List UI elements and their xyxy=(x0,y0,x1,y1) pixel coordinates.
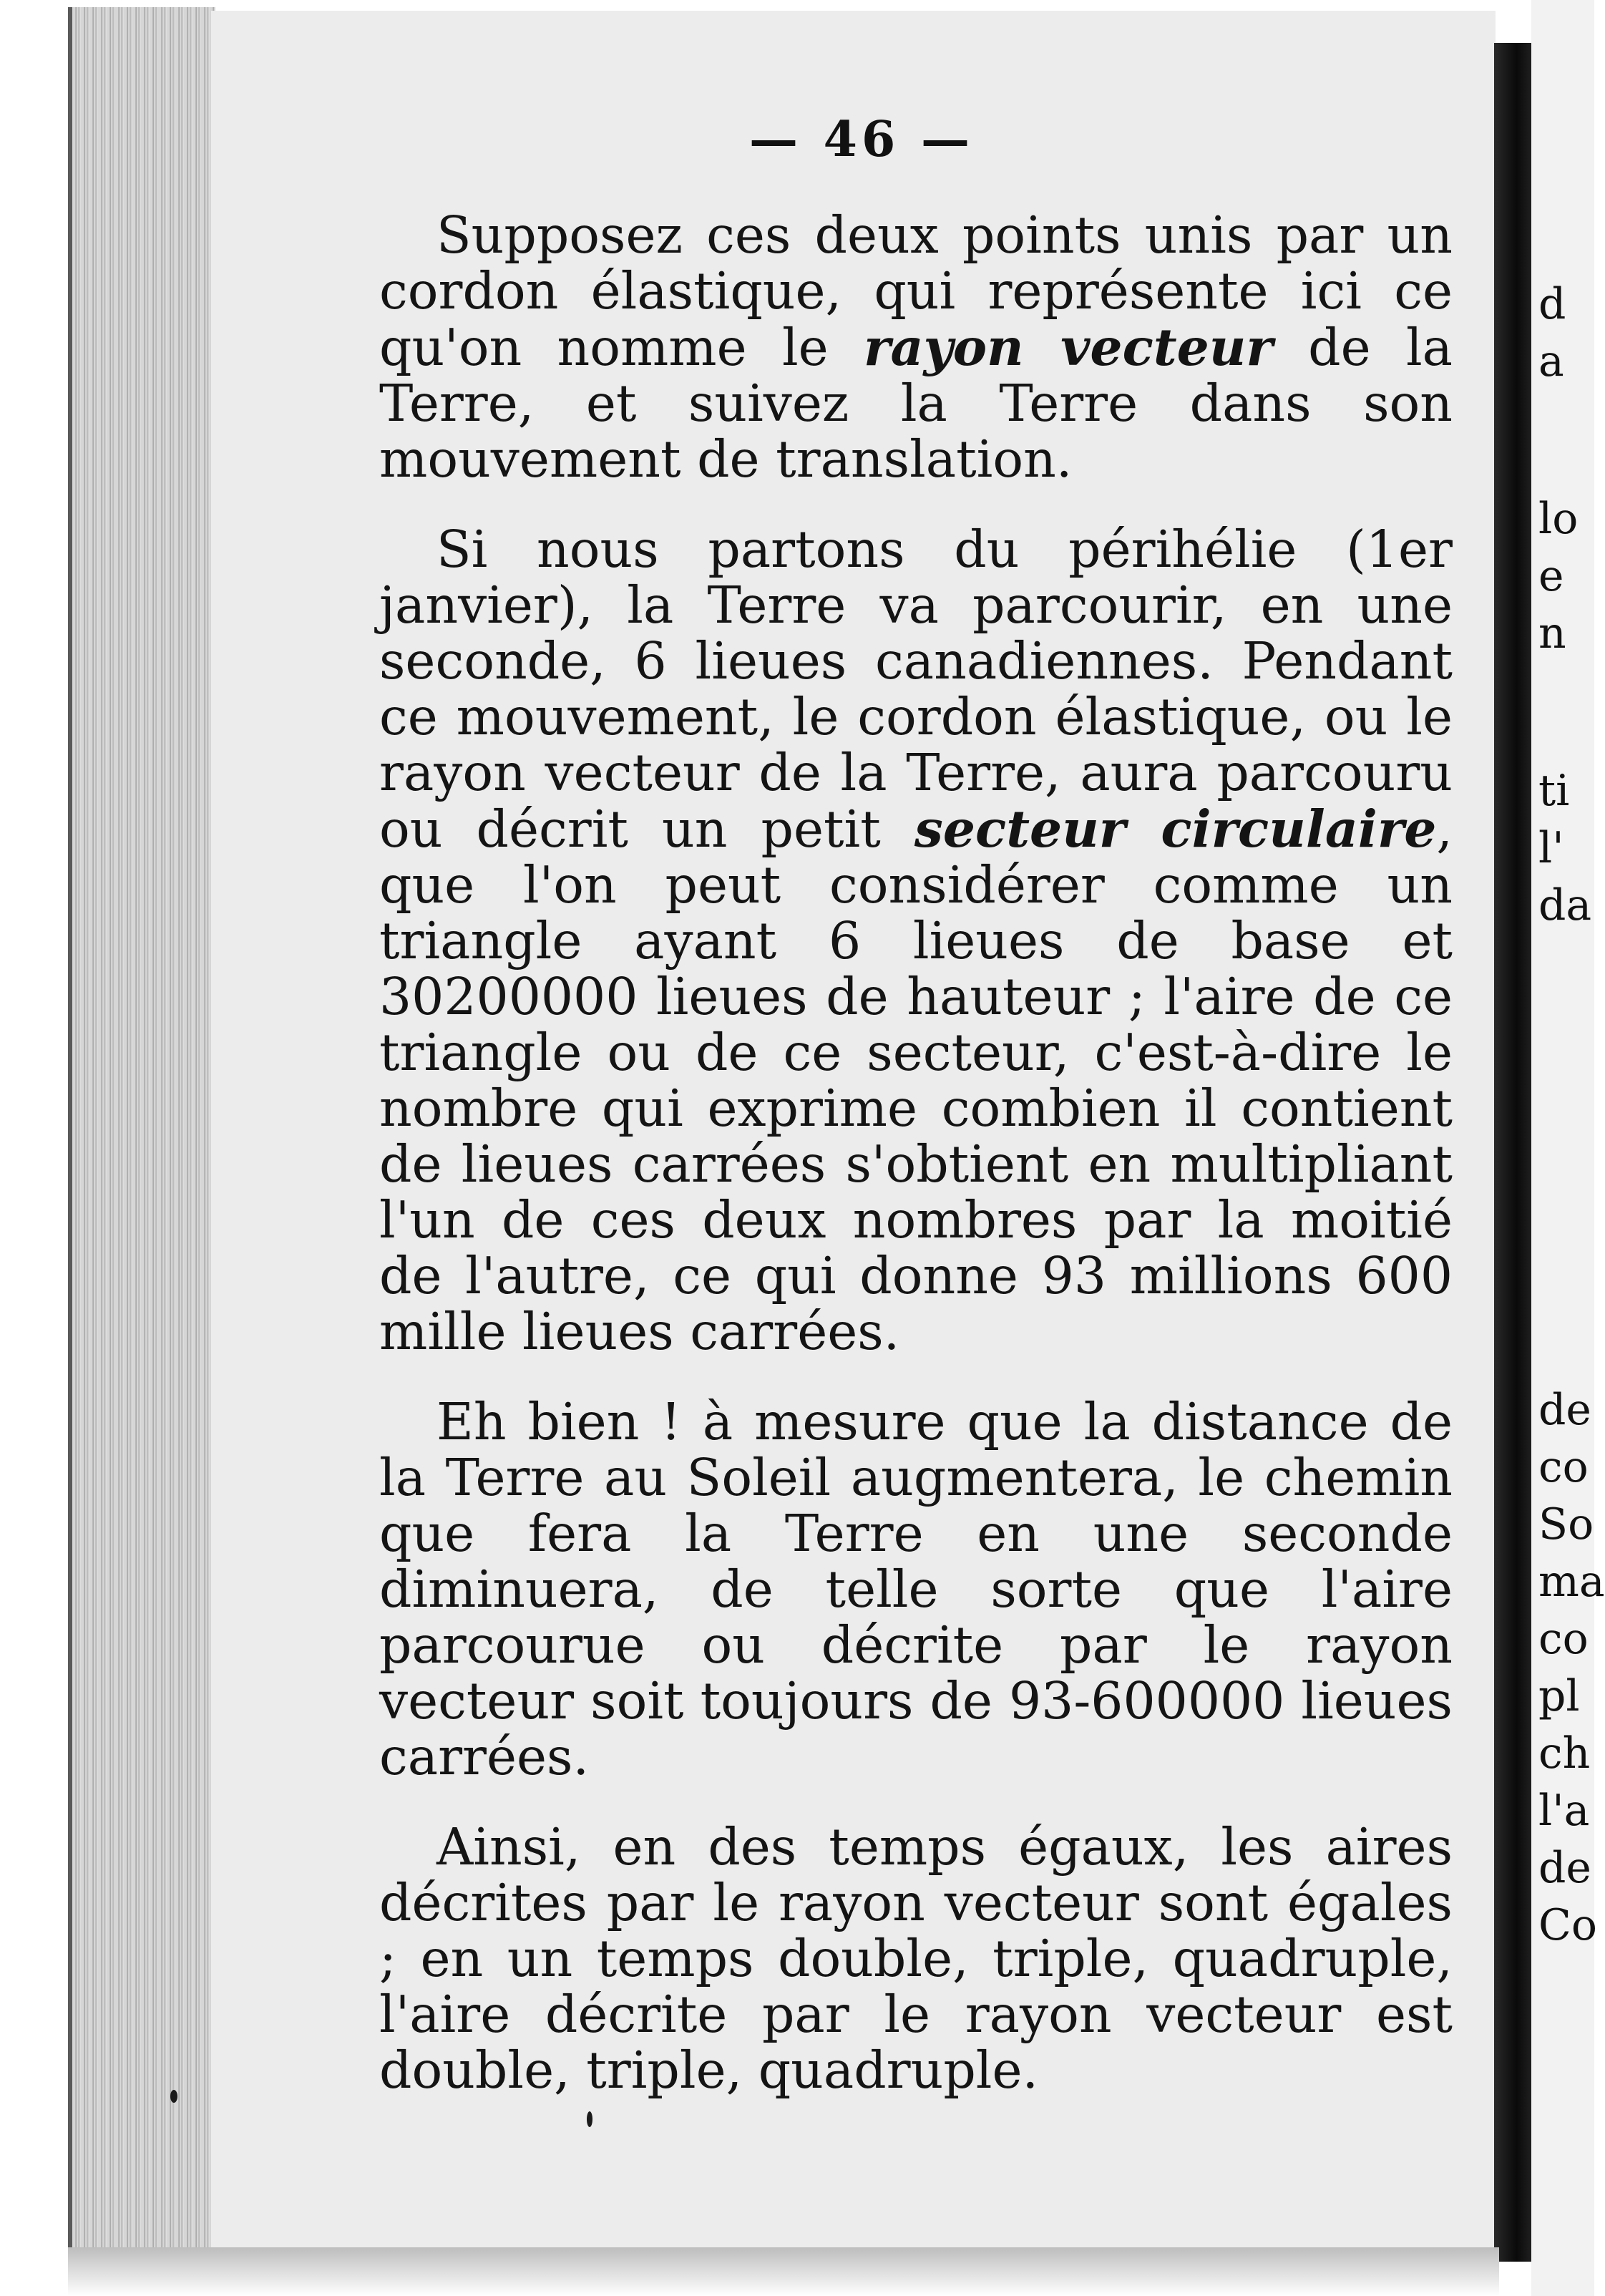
paragraph-1: Supposez ces deux points unis par un cordon élastique, qui représente ici ce qu'on nomme le rayon vecteur de la Terre, et suivez la Terre dans son mouvement de translation. xyxy=(379,205,1453,489)
adjacent-fragment: l' xyxy=(1538,823,1564,873)
adjacent-fragment: de xyxy=(1538,1843,1591,1893)
bottom-shadow xyxy=(68,2247,1499,2296)
emphasis-rayon-vecteur: rayon vecteur xyxy=(864,317,1273,377)
paragraph-2: Si nous partons du périhélie (1er janvier), la Terre va parcourir, en une seconde, 6 lieues canadiennes. Pendant ce mouvement, le cordon élastique, ou le rayon vecteur de la Terre, aura parcouru ou décrit un petit secteur circulaire, que l'on peut considérer comme un triangle ayant 6 lieues de base et 30200000 lieues de hauteur ; l'aire de ce triangle ou de ce secteur, c'est-à-dire le nombre qui exprime combien il contient de lieues carrées s'obtient en multipliant l'un de ces deux nombres par la moitié de l'autre, ce qui donne 93 millions 600 mille lieues carrées. xyxy=(379,520,1453,1361)
adjacent-fragment: ch xyxy=(1538,1728,1591,1779)
ink-speck xyxy=(170,2090,177,2103)
page-number: — 46 — xyxy=(749,111,974,168)
adjacent-fragment: co xyxy=(1538,1614,1589,1664)
book-spine-shadow xyxy=(1494,43,1531,2262)
paragraph-3: Eh bien ! à mesure que la distance de la Terre au Soleil augmentera, le chemin que fera la Terre en une seconde diminuera, de telle sorte que l'aire parcourue ou décrite par le rayon vecteur soit toujours de 93-600000 lieues carrées. xyxy=(379,1392,1453,1786)
body-text xyxy=(379,205,1453,2133)
ink-speck xyxy=(587,2111,592,2127)
adjacent-fragment: de xyxy=(1538,1385,1591,1435)
adjacent-fragment: So xyxy=(1538,1499,1594,1550)
adjacent-fragment: Co xyxy=(1538,1900,1598,1950)
paragraph-4: Ainsi, en des temps égaux, les aires décrites par le rayon vecteur sont égales ; en un temps double, triple, quadruple, l'aire décrite par le rayon vecteur est double, triple, quadruple. xyxy=(379,1817,1453,2100)
adjacent-fragment: co xyxy=(1538,1442,1589,1492)
adjacent-fragment: d xyxy=(1538,279,1566,329)
emphasis-secteur-circulaire: secteur circulaire xyxy=(914,799,1437,859)
adjacent-fragment: n xyxy=(1538,608,1566,658)
adjacent-fragment: l'a xyxy=(1538,1786,1590,1836)
adjacent-fragment: a xyxy=(1538,336,1564,386)
adjacent-fragment: ti xyxy=(1538,766,1570,816)
adjacent-fragment: pl xyxy=(1538,1671,1580,1721)
adjacent-fragment: ma xyxy=(1538,1557,1605,1607)
adjacent-fragment: da xyxy=(1538,880,1592,930)
adjacent-fragment: lo xyxy=(1538,494,1579,544)
adjacent-fragment: e xyxy=(1538,551,1564,601)
page-edges xyxy=(68,7,215,2247)
